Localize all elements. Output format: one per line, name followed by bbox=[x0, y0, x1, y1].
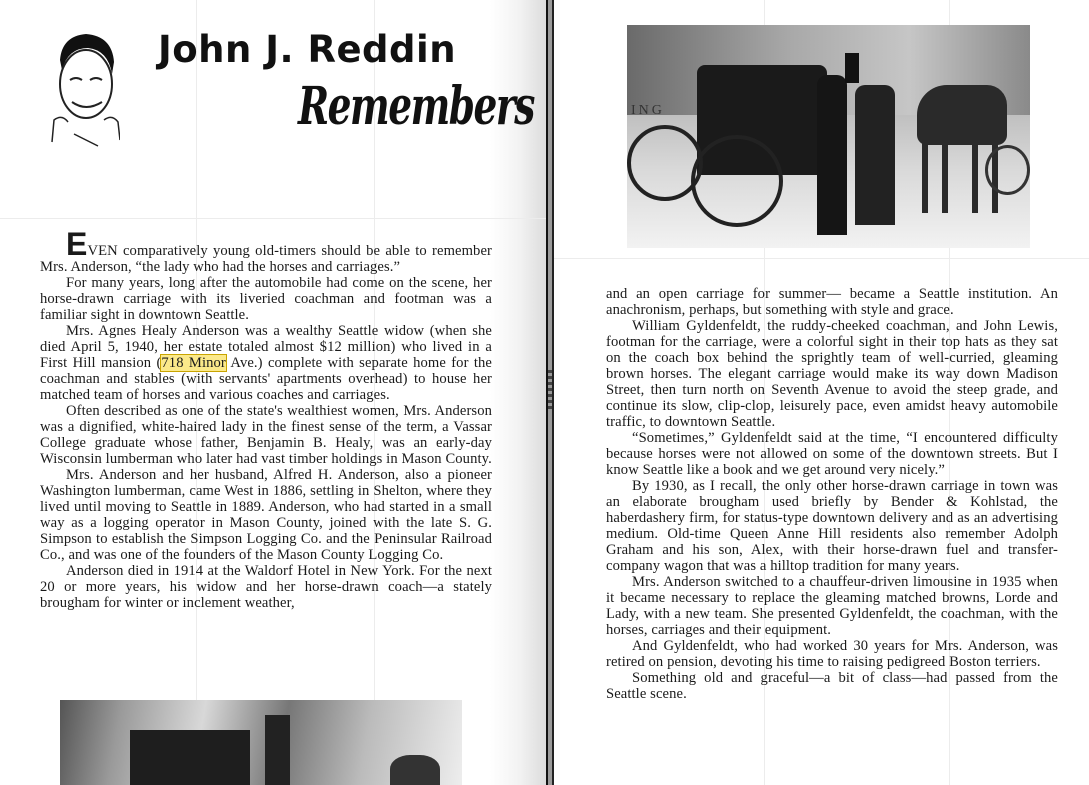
paragraph bbox=[40, 323, 492, 403]
paragraph: VEN comparatively young old-timers should be able to remember Mrs. Anderson, “the lady who had the horses and carriages.” bbox=[40, 243, 492, 275]
paragraph: Something old and graceful—a bit of class—had passed from the Seattle scene. bbox=[606, 670, 1058, 702]
search-highlight[interactable]: 718 Minor bbox=[161, 355, 226, 371]
column-title: John J. Reddin bbox=[158, 28, 457, 71]
paragraph: By 1930, as I recall, the only other horse-drawn carriage in town was an elaborate brougham used briefly by Bender & Kohlstad, the haberdashery firm, for status-type downtown delivery and as an advertising medium. Old-time Queen Anne Hill residents also remember Adolph Graham and his son, Alex, with their horse-drawn fuel and transfer-company wagon that was a hilltop tradition for many years. bbox=[606, 478, 1058, 574]
paragraph: “Sometimes,” Gyldenfeldt said at the time, “I encountered difficulty because horses were not allowed on some of the downtown streets. But I know Seattle like a book and we get around very nicely.” bbox=[606, 430, 1058, 478]
column-title-script: Remembers bbox=[298, 76, 534, 137]
grid-line bbox=[554, 258, 1089, 259]
paragraph: And Gyldenfeldt, who had worked 30 years for Mrs. Anderson, was retired on pension, devoting his time to raising pedigreed Boston terriers. bbox=[606, 638, 1058, 670]
author-portrait-sketch bbox=[48, 30, 120, 148]
grid-line bbox=[0, 218, 546, 219]
paragraph: Mrs. Anderson and her husband, Alfred H. Anderson, also a pioneer Washington lumberman, came West in 1886, settling in Shelton, where they lived until moving to Seattle in 1889. Anderson, who had started in a small way as a logging operator in Mason County, joined with the late S. G. Simpson to establish the Simpson Logging Co. and the Peninsular Railroad Co., and was one of the founders of the Mason County Logging Co. bbox=[40, 467, 492, 563]
carriage-photo-bottom bbox=[60, 700, 462, 785]
paragraph-text: Ave.) complete with separate home for the coachman and stables (with servants' apartments overhead) to house her matched team of horses and various coaches and carriages. bbox=[40, 355, 492, 403]
right-page bbox=[554, 0, 1089, 785]
divider-grip-handle[interactable] bbox=[548, 370, 552, 410]
paragraph: Mrs. Anderson switched to a chauffeur-driven limousine in 1935 when it became necessary to replace the gleaming matched browns, Lorde and Lady, with a new team. She presented Gyldenfeldt, the coachman, with the horses, carriages and their equipment. bbox=[606, 574, 1058, 638]
paragraph-text: Mrs. Agnes Healy Anderson was a wealthy Seattle widow (when she died April 5, 1940, her estate totaled almost $12 million) who lived in a First Hill mansion ( bbox=[40, 323, 492, 371]
carriage-photo-top bbox=[627, 25, 1030, 248]
photo-sign-text: ING bbox=[631, 103, 665, 118]
paragraph: Often described as one of the state's wealthiest women, Mrs. Anderson was a dignified, white-haired lady in the finest sense of the term, a Vassar College graduate whose father, Benjamin B. Healy, was an early-day Wisconsin lumberman who later had vast timber holdings in Mason County. bbox=[40, 403, 492, 467]
drop-cap: E bbox=[66, 226, 88, 262]
article-column-left bbox=[40, 226, 492, 611]
article-column-right bbox=[606, 286, 1058, 702]
paragraph: For many years, long after the automobile had come on the scene, her horse-drawn carriage with its liveried coachman and footman was a familiar sight in downtown Seattle. bbox=[40, 275, 492, 323]
paragraph: and an open carriage for summer— became a Seattle institution. An anachronism, perhaps, but something with style and grace. bbox=[606, 286, 1058, 318]
paragraph: William Gyldenfeldt, the ruddy-cheeked coachman, and John Lewis, footman for the carriage, were a colorful sight in their top hats as they sat on the coach box behind the sprightly team of well-curried, gleaming brown horses. The elegant carriage would make its way down Madison Street, then turn north on Seventh Avenue to avoid the steep grade, and continue its slow, clip-clop, leisurely pace, even amidst heavy automobile traffic, to downtown Seattle. bbox=[606, 318, 1058, 430]
paragraph: Anderson died in 1914 at the Waldorf Hotel in New York. For the next 20 or more years, his widow and her horse-drawn coach—a stately brougham for winter or inclement weather, bbox=[40, 563, 492, 611]
